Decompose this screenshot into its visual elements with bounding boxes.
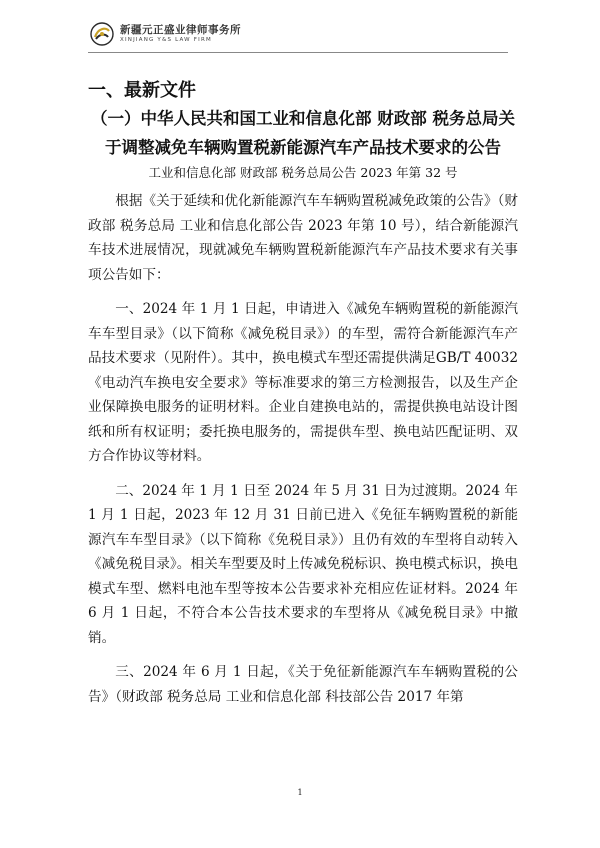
firm-name-en: XINJIANG Y&S LAW FIRM [120,37,212,43]
firm-logo-icon [90,22,114,46]
paragraph-item-1: 一、2024 年 1 月 1 日起，申请进入《减免车辆购置税的新能源汽车车型目录》（以下简称《减免税目录》）的车型，需符合新能源汽车产品技术要求（见附件）。其中，换电模式车型还需提供满足GB/T 40032《电动汽车换电安全要求》等标准要求的第三方检测报告，以及生产企业保障换电服务的证明材料。企业自建换电站的，需提供换电站设计图纸和所有权证明；委托换电服务的，需提供车型、换电站匹配证明、双方合作协议等材料。 [88,301,518,464]
paragraph-item-2: 二、2024 年 1 月 1 日至 2024 年 5 月 31 日为过渡期。2024 年 1 月 1 日起，2023 年 12 月 31 日前已进入《免征车辆购置税的新能源汽车车型目录》（以下简称《免税目录》）且仍有效的车型将自动转入《减免税目录》。相关车型要及时上传减免税标识、换电模式标识，换电模式车型、燃料电池车型等按本公告要求补充相应佐证材料。2024 年 6 月 1 日起，不符合本公告技术要求的车型将从《减免税目录》中撤销。 [88,482,518,646]
document-body [88,189,518,719]
header-divider [88,52,508,53]
section-title: 一、最新文件 [88,80,196,101]
notice-issuer: 工业和信息化部 财政部 税务总局公告 2023 年第 32 号 [148,165,458,180]
firm-header [90,22,241,46]
paragraph-intro: 根据《关于延续和优化新能源汽车车辆购置税减免政策的公告》（财政部 税务总局 工业和信息化部公告 2023 年第 10 号），结合新能源汽车技术进展情况，现就减免车辆购置税新能源汽车产品技术要求有关事项公告如下： [88,193,518,283]
notice-title: （一）中华人民共和国工业和信息化部 财政部 税务总局关于调整减免车辆购置税新能源汽车产品技术要求的公告 [91,109,515,157]
page-number: 1 [297,788,303,797]
firm-name-cn: 新疆元正盛业律师事务所 [120,24,241,36]
paragraph-item-3: 三、2024 年 6 月 1 日起，《关于免征新能源汽车车辆购置税的公告》（财政部 税务总局 工业和信息化部 科技部公告 2017 年第 [88,664,518,705]
firm-name [120,24,241,44]
